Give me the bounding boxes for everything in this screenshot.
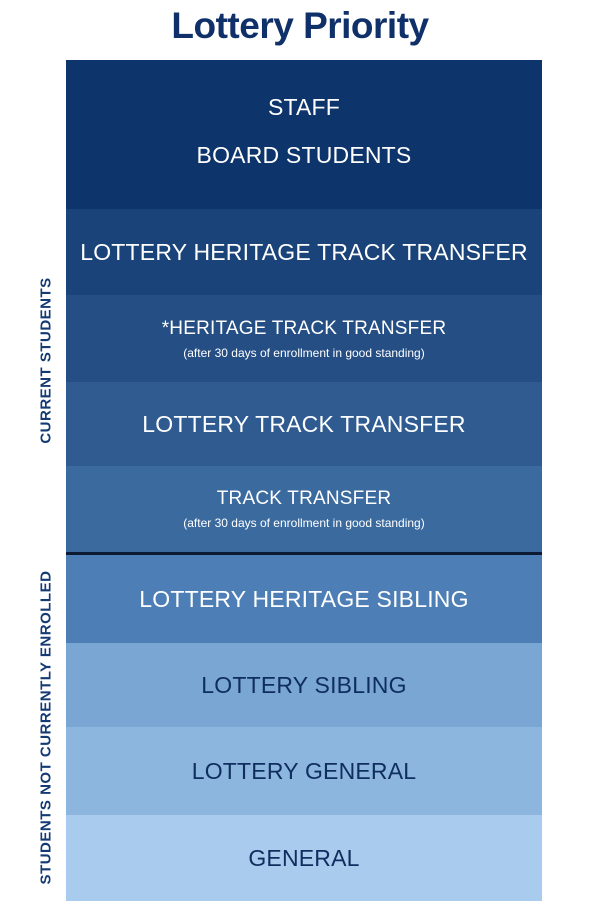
tier-label: *HERITAGE TRACK TRANSFER bbox=[161, 317, 447, 339]
students-not-enrolled-label: STUDENTS NOT CURRENTLY ENROLLED bbox=[37, 570, 55, 885]
tier-track-transfer bbox=[66, 466, 542, 552]
tier-note: (after 30 days of enrollment in good standing) bbox=[183, 516, 425, 530]
tier-note: (after 30 days of enrollment in good standing) bbox=[183, 345, 425, 360]
tier-label: LOTTERY HERITAGE SIBLING bbox=[139, 586, 469, 612]
tier-label: STAFF bbox=[267, 94, 341, 120]
tier-lottery-sibling bbox=[66, 643, 542, 727]
priority-stack bbox=[66, 60, 542, 901]
tier-lottery-heritage-sibling bbox=[66, 555, 542, 643]
tier-label: LOTTERY TRACK TRANSFER bbox=[142, 411, 466, 437]
tier-label: LOTTERY HERITAGE TRACK TRANSFER bbox=[80, 239, 528, 265]
tier-label: LOTTERY SIBLING bbox=[201, 672, 407, 698]
tier-lottery-general bbox=[66, 727, 542, 815]
page-title: Lottery Priority bbox=[171, 5, 429, 46]
tier-lottery-track-transfer bbox=[66, 382, 542, 466]
tier-heritage-track-transfer bbox=[66, 295, 542, 382]
current-students-label: CURRENT STUDENTS bbox=[37, 277, 55, 444]
tier-lottery-heritage-track-transfer bbox=[66, 209, 542, 295]
tier-label: TRACK TRANSFER bbox=[216, 488, 392, 509]
tier-label: GENERAL bbox=[248, 845, 360, 871]
tier-label: BOARD STUDENTS bbox=[196, 142, 412, 168]
tier-label: LOTTERY GENERAL bbox=[191, 758, 417, 784]
tier-general bbox=[66, 815, 542, 901]
tier-staff bbox=[66, 60, 542, 137]
tier-board-students bbox=[66, 137, 542, 209]
